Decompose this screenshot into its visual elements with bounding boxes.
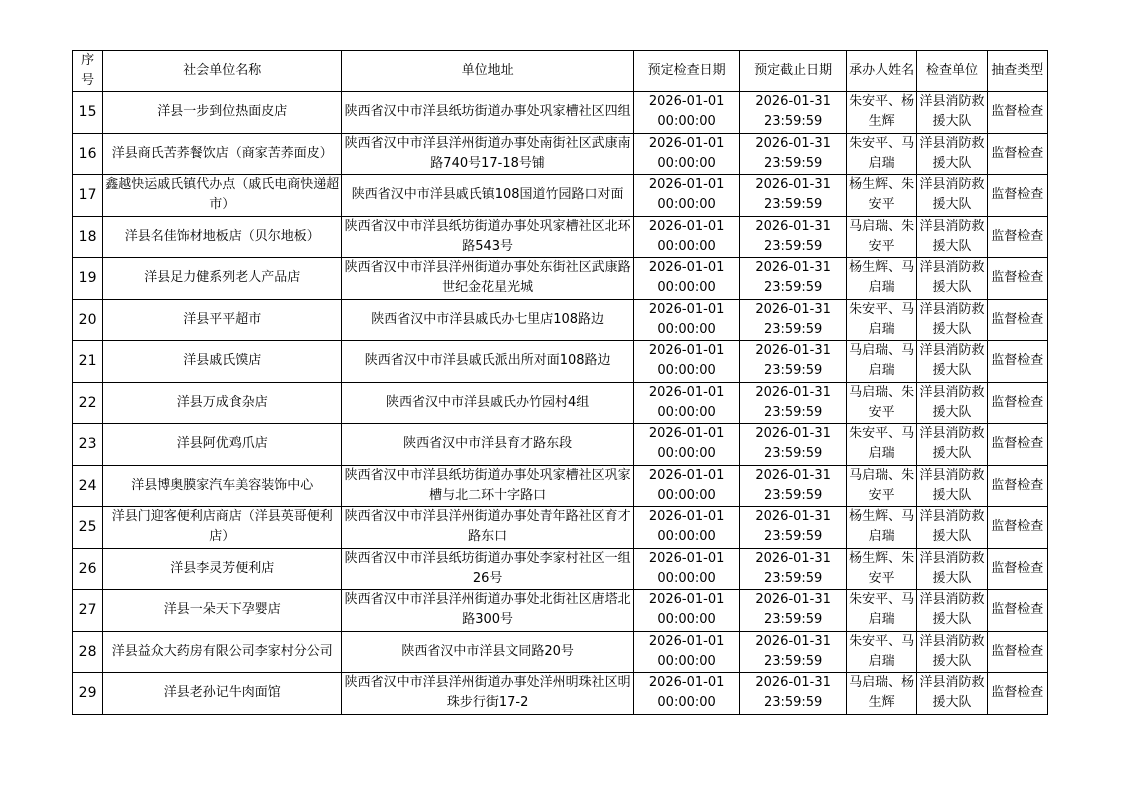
cell-start-date: 2026-01-01 bbox=[648, 177, 725, 193]
cell-handler: 杨生辉、马启瑞 bbox=[846, 258, 916, 300]
cell-end-time: 23:59:59 bbox=[763, 280, 823, 296]
cell-end-time: 23:59:59 bbox=[763, 446, 823, 462]
table-row bbox=[73, 216, 1048, 258]
cell-start bbox=[633, 507, 740, 549]
cell-type: 监督检查 bbox=[987, 424, 1047, 466]
table-row bbox=[73, 92, 1048, 134]
cell-handler: 朱安平、杨生辉 bbox=[846, 92, 916, 134]
cell-start-time: 00:00:00 bbox=[657, 446, 716, 462]
inspection-table bbox=[72, 50, 1048, 715]
cell-start-time: 00:00:00 bbox=[657, 653, 716, 669]
cell-seq: 16 bbox=[73, 133, 103, 175]
cell-start bbox=[633, 590, 740, 632]
cell-end-date: 2026-01-31 bbox=[755, 260, 831, 276]
cell-start bbox=[633, 673, 740, 715]
cell-start-date: 2026-01-01 bbox=[648, 509, 725, 525]
cell-unit: 洋县消防救援大队 bbox=[917, 424, 987, 466]
cell-type: 监督检查 bbox=[987, 92, 1047, 134]
cell-end-date: 2026-01-31 bbox=[755, 301, 831, 317]
cell-seq: 28 bbox=[73, 631, 103, 673]
table-row bbox=[73, 382, 1048, 424]
header-name: 社会单位名称 bbox=[103, 51, 342, 92]
cell-end-time: 23:59:59 bbox=[763, 653, 823, 669]
cell-address: 陕西省汉中市洋县洋州街道办事处洋州明珠社区明珠步行街17-2 bbox=[342, 673, 633, 715]
cell-end-time: 23:59:59 bbox=[763, 570, 823, 586]
cell-start-date: 2026-01-01 bbox=[648, 218, 725, 234]
cell-type: 监督检查 bbox=[987, 631, 1047, 673]
cell-seq: 24 bbox=[73, 465, 103, 507]
cell-end-date: 2026-01-31 bbox=[755, 509, 831, 525]
cell-start bbox=[633, 299, 740, 341]
cell-end-date: 2026-01-31 bbox=[755, 94, 831, 110]
document-page bbox=[72, 50, 1048, 715]
cell-end-time: 23:59:59 bbox=[763, 155, 823, 171]
table-row bbox=[73, 175, 1048, 217]
cell-handler: 马启瑞、朱安平 bbox=[846, 382, 916, 424]
cell-end bbox=[740, 258, 847, 300]
cell-start-date: 2026-01-01 bbox=[648, 633, 725, 649]
cell-unit: 洋县消防救援大队 bbox=[917, 92, 987, 134]
cell-end-date: 2026-01-31 bbox=[755, 550, 831, 566]
header-unit: 检查单位 bbox=[917, 51, 987, 92]
cell-end-date: 2026-01-31 bbox=[755, 177, 831, 193]
cell-start-time: 00:00:00 bbox=[657, 321, 716, 337]
cell-start-time: 00:00:00 bbox=[657, 363, 716, 379]
cell-unit: 洋县消防救援大队 bbox=[917, 548, 987, 590]
cell-start bbox=[633, 465, 740, 507]
cell-start-date: 2026-01-01 bbox=[648, 675, 725, 691]
table-row bbox=[73, 424, 1048, 466]
cell-start-date: 2026-01-01 bbox=[648, 343, 725, 359]
cell-end-time: 23:59:59 bbox=[763, 695, 823, 711]
cell-end-time: 23:59:59 bbox=[763, 487, 823, 503]
cell-name: 洋县名佳饰材地板店（贝尔地板） bbox=[103, 216, 342, 258]
header-row bbox=[73, 51, 1048, 92]
cell-address: 陕西省汉中市洋县戚氏办竹园村4组 bbox=[342, 382, 633, 424]
cell-start bbox=[633, 424, 740, 466]
cell-unit: 洋县消防救援大队 bbox=[917, 341, 987, 383]
cell-end-time: 23:59:59 bbox=[763, 238, 823, 254]
cell-start bbox=[633, 631, 740, 673]
table-row bbox=[73, 258, 1048, 300]
cell-seq: 26 bbox=[73, 548, 103, 590]
cell-start-date: 2026-01-01 bbox=[648, 301, 725, 317]
cell-start bbox=[633, 548, 740, 590]
cell-unit: 洋县消防救援大队 bbox=[917, 382, 987, 424]
cell-start-time: 00:00:00 bbox=[657, 529, 716, 545]
cell-end-date: 2026-01-31 bbox=[755, 384, 831, 400]
cell-start-date: 2026-01-01 bbox=[648, 550, 725, 566]
cell-name: 洋县平平超市 bbox=[103, 299, 342, 341]
cell-seq: 21 bbox=[73, 341, 103, 383]
cell-unit: 洋县消防救援大队 bbox=[917, 133, 987, 175]
cell-start-date: 2026-01-01 bbox=[648, 467, 725, 483]
cell-handler: 朱安平、马启瑞 bbox=[846, 590, 916, 632]
cell-start bbox=[633, 382, 740, 424]
cell-name: 鑫越快运戚氏镇代办点（戚氏电商快递超市） bbox=[103, 175, 342, 217]
cell-address: 陕西省汉中市洋县洋州街道办事处北街社区唐塔北路300号 bbox=[342, 590, 633, 632]
cell-handler: 马启瑞、杨生辉 bbox=[846, 673, 916, 715]
cell-start bbox=[633, 175, 740, 217]
cell-type: 监督检查 bbox=[987, 175, 1047, 217]
cell-start-date: 2026-01-01 bbox=[648, 426, 725, 442]
cell-type: 监督检查 bbox=[987, 548, 1047, 590]
table-row bbox=[73, 299, 1048, 341]
cell-start bbox=[633, 92, 740, 134]
cell-start-time: 00:00:00 bbox=[657, 570, 716, 586]
table-row bbox=[73, 673, 1048, 715]
cell-unit: 洋县消防救援大队 bbox=[917, 465, 987, 507]
cell-handler: 朱安平、马启瑞 bbox=[846, 631, 916, 673]
cell-handler: 马启瑞、马启瑞 bbox=[846, 341, 916, 383]
cell-seq: 19 bbox=[73, 258, 103, 300]
cell-type: 监督检查 bbox=[987, 465, 1047, 507]
cell-name: 洋县阿优鸡爪店 bbox=[103, 424, 342, 466]
cell-address: 陕西省汉中市洋县洋州街道办事处青年路社区育才路东口 bbox=[342, 507, 633, 549]
cell-seq: 23 bbox=[73, 424, 103, 466]
cell-seq: 17 bbox=[73, 175, 103, 217]
cell-type: 监督检查 bbox=[987, 258, 1047, 300]
cell-start-time: 00:00:00 bbox=[657, 238, 716, 254]
cell-type: 监督检查 bbox=[987, 382, 1047, 424]
table-body bbox=[73, 92, 1048, 715]
cell-handler: 朱安平、马启瑞 bbox=[846, 133, 916, 175]
cell-name: 洋县一步到位热面皮店 bbox=[103, 92, 342, 134]
cell-handler: 马启瑞、朱安平 bbox=[846, 465, 916, 507]
cell-name: 洋县足力健系列老人产品店 bbox=[103, 258, 342, 300]
cell-start bbox=[633, 258, 740, 300]
cell-unit: 洋县消防救援大队 bbox=[917, 673, 987, 715]
table-row bbox=[73, 507, 1048, 549]
cell-start-time: 00:00:00 bbox=[657, 155, 716, 171]
header-handler: 承办人姓名 bbox=[846, 51, 916, 92]
cell-start-time: 00:00:00 bbox=[657, 695, 716, 711]
table-header bbox=[73, 51, 1048, 92]
cell-start-time: 00:00:00 bbox=[657, 280, 716, 296]
cell-end-date: 2026-01-31 bbox=[755, 633, 831, 649]
cell-unit: 洋县消防救援大队 bbox=[917, 299, 987, 341]
cell-start-date: 2026-01-01 bbox=[648, 260, 725, 276]
table-row bbox=[73, 548, 1048, 590]
cell-end-time: 23:59:59 bbox=[763, 529, 823, 545]
header-address: 单位地址 bbox=[342, 51, 633, 92]
cell-start bbox=[633, 341, 740, 383]
cell-type: 监督检查 bbox=[987, 673, 1047, 715]
cell-end-time: 23:59:59 bbox=[763, 363, 823, 379]
cell-name: 洋县门迎客便利店商店（洋县英哥便利店） bbox=[103, 507, 342, 549]
cell-end bbox=[740, 590, 847, 632]
cell-seq: 27 bbox=[73, 590, 103, 632]
cell-start-time: 00:00:00 bbox=[657, 612, 716, 628]
cell-type: 监督检查 bbox=[987, 507, 1047, 549]
cell-address: 陕西省汉中市洋县戚氏派出所对面108路边 bbox=[342, 341, 633, 383]
cell-end bbox=[740, 175, 847, 217]
cell-end bbox=[740, 299, 847, 341]
cell-address: 陕西省汉中市洋县纸坊街道办事处巩家槽社区巩家槽与北二环十字路口 bbox=[342, 465, 633, 507]
cell-start-time: 00:00:00 bbox=[657, 114, 716, 130]
cell-address: 陕西省汉中市洋县文同路20号 bbox=[342, 631, 633, 673]
cell-name: 洋县益众大药房有限公司李家村分公司 bbox=[103, 631, 342, 673]
cell-end-date: 2026-01-31 bbox=[755, 426, 831, 442]
cell-handler: 朱安平、马启瑞 bbox=[846, 299, 916, 341]
cell-end-date: 2026-01-31 bbox=[755, 343, 831, 359]
cell-type: 监督检查 bbox=[987, 341, 1047, 383]
cell-handler: 杨生辉、朱安平 bbox=[846, 175, 916, 217]
cell-end bbox=[740, 631, 847, 673]
header-end-date: 预定截止日期 bbox=[740, 51, 847, 92]
cell-type: 监督检查 bbox=[987, 299, 1047, 341]
cell-end-time: 23:59:59 bbox=[763, 404, 823, 420]
cell-start-date: 2026-01-01 bbox=[648, 592, 725, 608]
cell-name: 洋县老孙记牛肉面馆 bbox=[103, 673, 342, 715]
cell-address: 陕西省汉中市洋县戚氏办七里店108路边 bbox=[342, 299, 633, 341]
cell-address: 陕西省汉中市洋县纸坊街道办事处巩家槽社区北环路543号 bbox=[342, 216, 633, 258]
header-start-date: 预定检查日期 bbox=[633, 51, 740, 92]
cell-unit: 洋县消防救援大队 bbox=[917, 631, 987, 673]
cell-handler: 马启瑞、朱安平 bbox=[846, 216, 916, 258]
cell-address: 陕西省汉中市洋县洋州街道办事处东街社区武康路世纪金花星光城 bbox=[342, 258, 633, 300]
cell-end-time: 23:59:59 bbox=[763, 612, 823, 628]
cell-name: 洋县博奥膜家汽车美容装饰中心 bbox=[103, 465, 342, 507]
cell-start-date: 2026-01-01 bbox=[648, 135, 725, 151]
cell-start bbox=[633, 133, 740, 175]
cell-unit: 洋县消防救援大队 bbox=[917, 258, 987, 300]
cell-address: 陕西省汉中市洋县洋州街道办事处南街社区武康南路740号17-18号铺 bbox=[342, 133, 633, 175]
cell-name: 洋县商氏苦荞餐饮店（商家苦荞面皮） bbox=[103, 133, 342, 175]
cell-end bbox=[740, 548, 847, 590]
cell-end bbox=[740, 465, 847, 507]
cell-unit: 洋县消防救援大队 bbox=[917, 590, 987, 632]
cell-seq: 20 bbox=[73, 299, 103, 341]
header-seq: 序号 bbox=[73, 51, 103, 92]
cell-address: 陕西省汉中市洋县育才路东段 bbox=[342, 424, 633, 466]
cell-end bbox=[740, 673, 847, 715]
cell-unit: 洋县消防救援大队 bbox=[917, 175, 987, 217]
cell-seq: 29 bbox=[73, 673, 103, 715]
table-row bbox=[73, 631, 1048, 673]
cell-end bbox=[740, 92, 847, 134]
cell-seq: 18 bbox=[73, 216, 103, 258]
cell-end bbox=[740, 216, 847, 258]
cell-seq: 25 bbox=[73, 507, 103, 549]
cell-handler: 杨生辉、朱安平 bbox=[846, 548, 916, 590]
cell-seq: 15 bbox=[73, 92, 103, 134]
cell-address: 陕西省汉中市洋县纸坊街道办事处李家村社区一组26号 bbox=[342, 548, 633, 590]
cell-end-date: 2026-01-31 bbox=[755, 675, 831, 691]
cell-address: 陕西省汉中市洋县戚氏镇108国道竹园路口对面 bbox=[342, 175, 633, 217]
table-row bbox=[73, 590, 1048, 632]
cell-start-time: 00:00:00 bbox=[657, 487, 716, 503]
cell-end-date: 2026-01-31 bbox=[755, 218, 831, 234]
cell-seq: 22 bbox=[73, 382, 103, 424]
table-row bbox=[73, 133, 1048, 175]
cell-type: 监督检查 bbox=[987, 590, 1047, 632]
cell-start-time: 00:00:00 bbox=[657, 404, 716, 420]
table-row bbox=[73, 465, 1048, 507]
cell-start-date: 2026-01-01 bbox=[648, 384, 725, 400]
cell-start-date: 2026-01-01 bbox=[648, 94, 725, 110]
cell-name: 洋县李灵芳便利店 bbox=[103, 548, 342, 590]
cell-name: 洋县戚氏馍店 bbox=[103, 341, 342, 383]
cell-end bbox=[740, 424, 847, 466]
cell-end bbox=[740, 341, 847, 383]
cell-end-date: 2026-01-31 bbox=[755, 135, 831, 151]
cell-start bbox=[633, 216, 740, 258]
cell-end-date: 2026-01-31 bbox=[755, 467, 831, 483]
cell-unit: 洋县消防救援大队 bbox=[917, 507, 987, 549]
cell-name: 洋县一朵天下孕婴店 bbox=[103, 590, 342, 632]
cell-start-time: 00:00:00 bbox=[657, 197, 716, 213]
table-row bbox=[73, 341, 1048, 383]
cell-end-date: 2026-01-31 bbox=[755, 592, 831, 608]
cell-end-time: 23:59:59 bbox=[763, 114, 823, 130]
cell-end-time: 23:59:59 bbox=[763, 197, 823, 213]
cell-name: 洋县万成食杂店 bbox=[103, 382, 342, 424]
cell-address: 陕西省汉中市洋县纸坊街道办事处巩家槽社区四组 bbox=[342, 92, 633, 134]
cell-handler: 杨生辉、马启瑞 bbox=[846, 507, 916, 549]
cell-end bbox=[740, 382, 847, 424]
cell-type: 监督检查 bbox=[987, 216, 1047, 258]
cell-handler: 朱安平、马启瑞 bbox=[846, 424, 916, 466]
cell-end bbox=[740, 133, 847, 175]
cell-unit: 洋县消防救援大队 bbox=[917, 216, 987, 258]
cell-end bbox=[740, 507, 847, 549]
header-type: 抽查类型 bbox=[987, 51, 1047, 92]
cell-end-time: 23:59:59 bbox=[763, 321, 823, 337]
cell-type: 监督检查 bbox=[987, 133, 1047, 175]
